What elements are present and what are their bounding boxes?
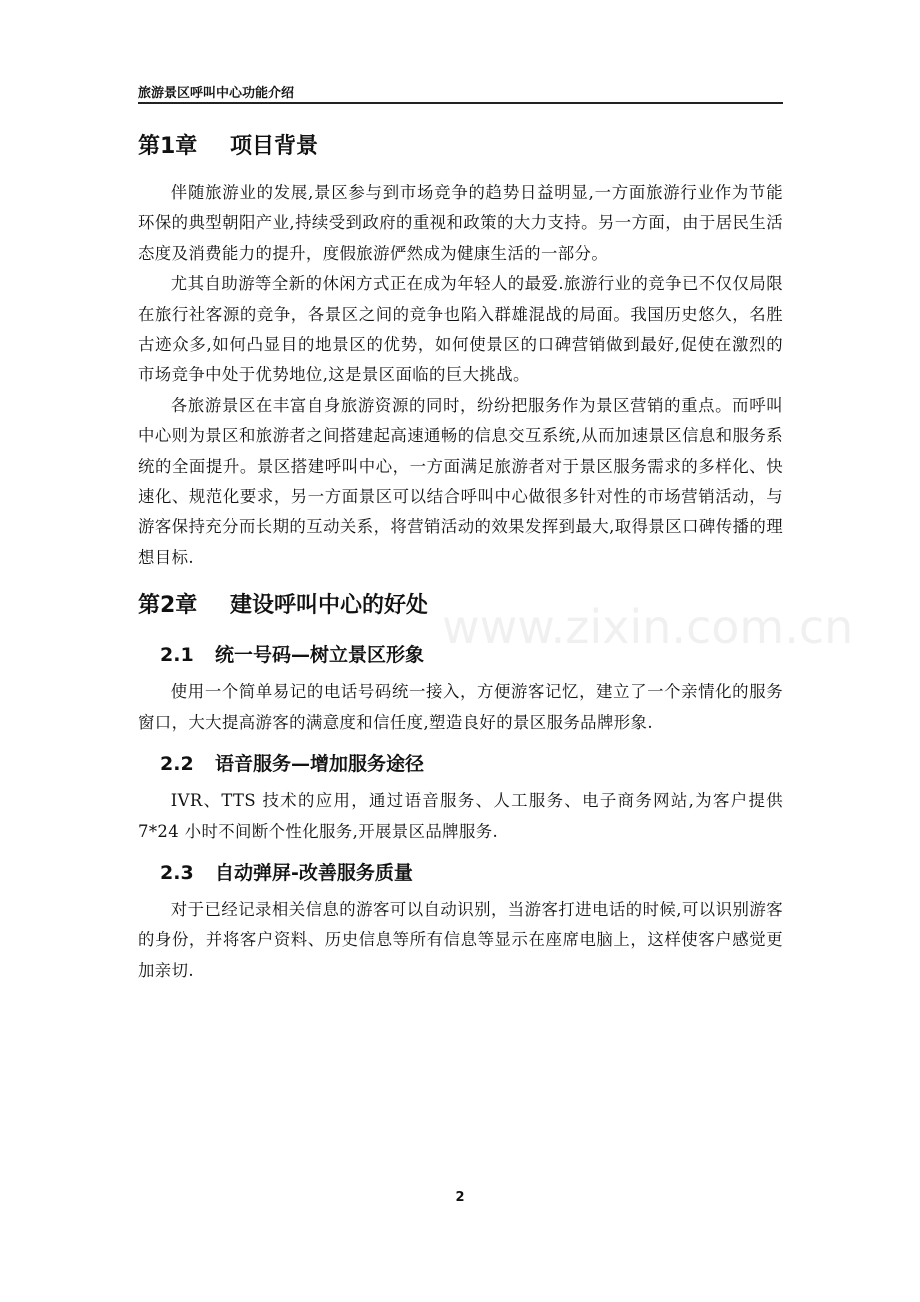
chapter-1-paragraph-2: 尤其自助游等全新的休闲方式正在成为年轻人的最爱.旅游行业的竞争已不仅仅局限在旅行社客源的竞争，各景区之间的竞争也陷入群雄混战的局面。我国历史悠久，名胜古迹众多,如何凸显目的地景区的优势，如何使景区的口碑营销做到最好,促使在激烈的市场竞争中处于优势地位,这是景区面临的巨大挑战。	[138, 274, 783, 385]
section-2-1-paragraph: 使用一个简单易记的电话号码统一接入，方便游客记忆，建立了一个亲情化的服务窗口，大大提高游客的满意度和信任度,塑造良好的景区服务品牌形象.	[138, 682, 783, 732]
document-title: 旅游景区呼叫中心功能介绍	[138, 86, 295, 101]
chapter-1-paragraph-3: 各旅游景区在丰富自身旅游资源的同时，纷纷把服务作为景区营销的重点。而呼叫中心则为景区和旅游者之间搭建起高速通畅的信息交互系统,从而加速景区信息和服务系统的全面提升。景区搭建呼叫中心，一方面满足旅游者对于景区服务需求的多样化、快速化、规范化要求，另一方面景区可以结合呼叫中心做很多针对性的市场营销活动，与游客保持充分而长期的互动关系，将营销活动的效果发挥到最大,取得景区口碑传播的理想目标.	[138, 395, 783, 567]
chapter-1-title: 项目背景	[230, 134, 319, 159]
section-2-2-number: 2.2	[160, 753, 194, 776]
chapter-1-number: 第1章	[138, 134, 198, 159]
document-body	[138, 126, 783, 986]
chapter-2-heading	[138, 585, 783, 627]
section-2-2-paragraph: IVR、TTS 技术的应用，通过语音服务、人工服务、电子商务网站,为客户提供 7*24 小时不间断个性化服务,开展景区品牌服务.	[138, 791, 783, 841]
section-2-1-title: 统一号码—树立景区形象	[215, 644, 425, 667]
section-2-1-heading	[138, 637, 783, 673]
chapter-2-number: 第2章	[138, 593, 198, 619]
watermark: www.zixin.com.cn	[442, 600, 854, 654]
section-2-3-heading	[138, 855, 783, 891]
page-number: 2	[455, 1190, 465, 1205]
section-2-3-title: 自动弹屏-改善服务质量	[215, 861, 413, 884]
page-header	[138, 80, 783, 104]
section-2-3-paragraph: 对于已经记录相关信息的游客可以自动识别，当游客打进电话的时候,可以识别游客的身份，并将客户资料、历史信息等所有信息等显示在座席电脑上，这样使客户感觉更加亲切.	[138, 899, 783, 980]
section-2-3-number: 2.3	[160, 861, 194, 884]
chapter-1-heading	[138, 126, 783, 168]
section-2-2-title: 语音服务—增加服务途径	[215, 753, 425, 776]
section-2-1-number: 2.1	[160, 644, 194, 667]
chapter-1-paragraph-1: 伴随旅游业的发展,景区参与到市场竞争的趋势日益明显,一方面旅游行业作为节能环保的典型朝阳产业,持续受到政府的重视和政策的大力支持。另一方面，由于居民生活态度及消费能力的提升，度假旅游俨然成为健康生活的一部分。	[138, 183, 783, 263]
section-2-2-heading	[138, 746, 783, 782]
chapter-2-title: 建设呼叫中心的好处	[230, 593, 429, 619]
